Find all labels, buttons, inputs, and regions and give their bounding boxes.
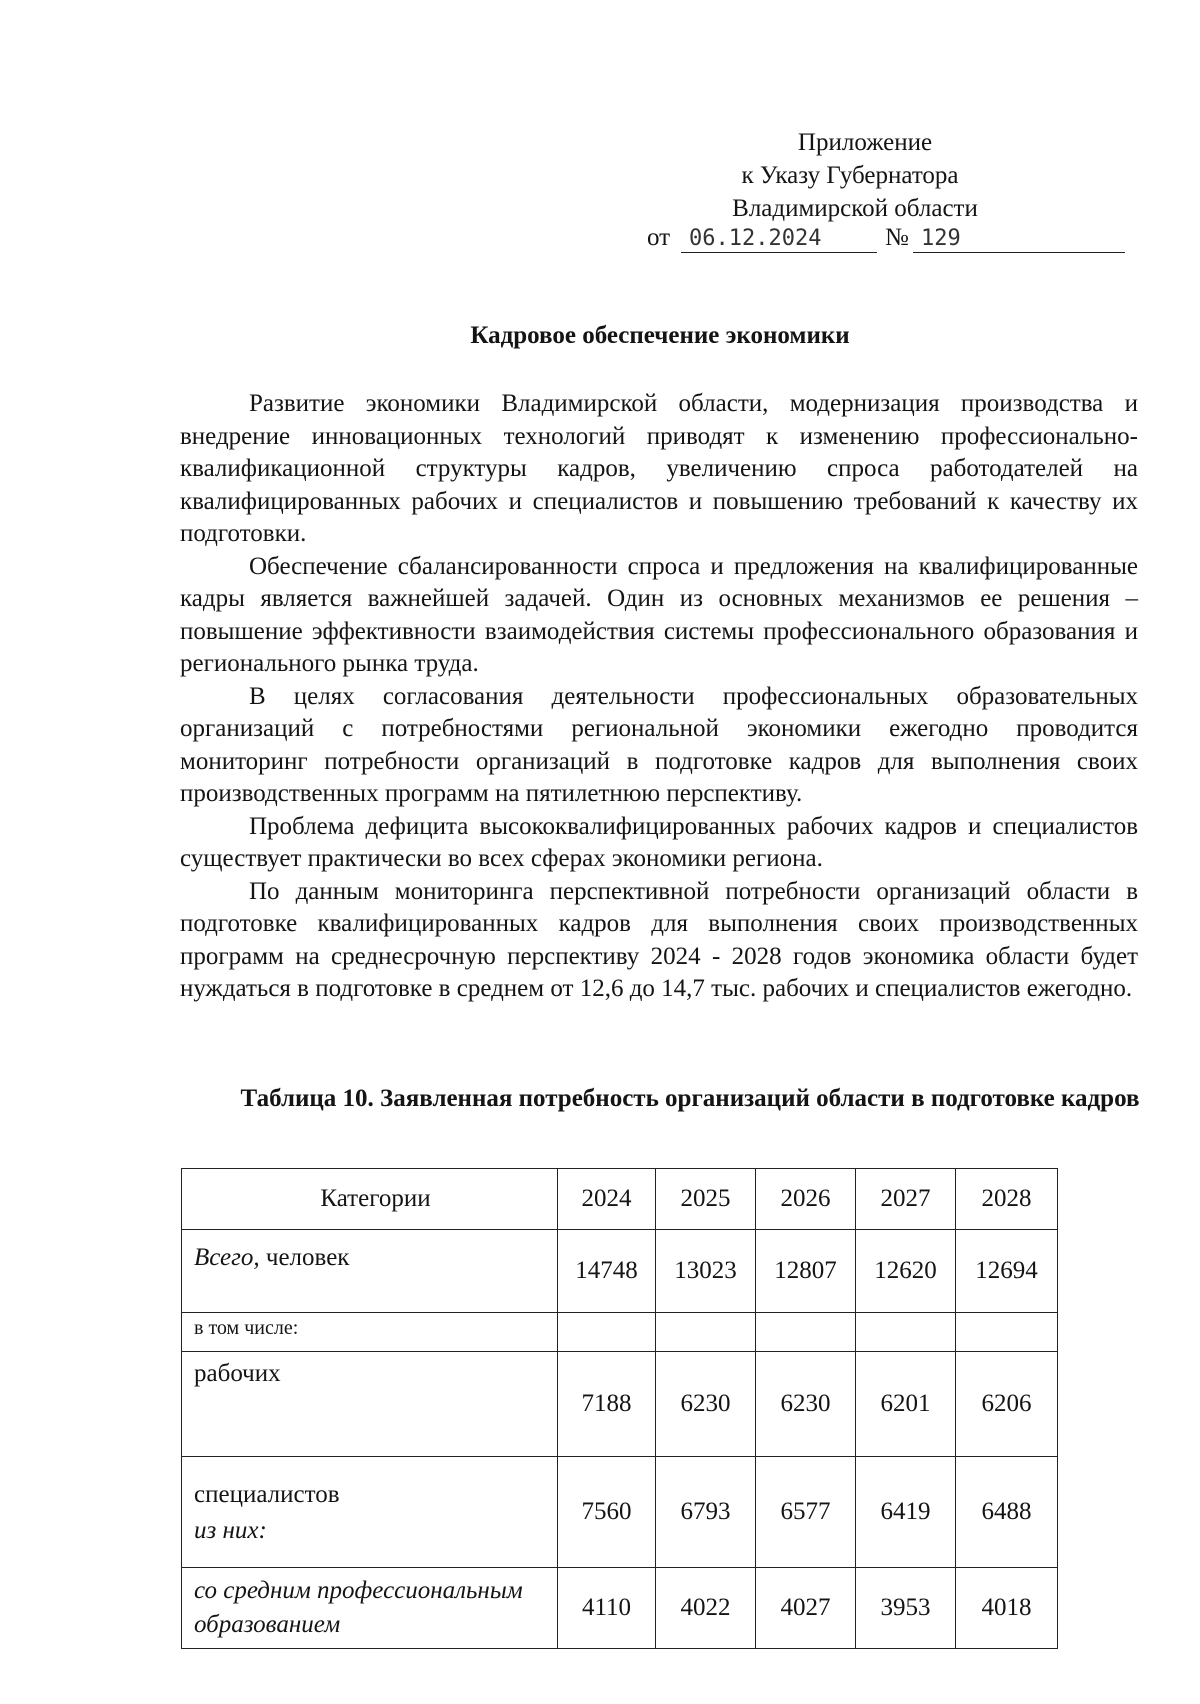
table-cell [756, 1313, 856, 1352]
total-label-italic: Всего, [194, 1244, 260, 1271]
table-cell [956, 1313, 1058, 1352]
paragraph: Проблема дефицита высококвалифицированных рабочих кадров и специалистов существует практически во всех сферах экономики региона. [180, 812, 1138, 872]
table-cell: 4110 [558, 1568, 656, 1649]
document-title: Кадровое обеспечение экономики [470, 322, 850, 349]
table-row-workers [182, 1352, 1058, 1457]
table-cell [856, 1313, 956, 1352]
row-label [182, 1568, 558, 1649]
spo-label-line1: со средним профессиональным [194, 1577, 523, 1604]
paragraph: По данным мониторинга перспективной потребности организаций области в подготовке квалифицированных кадров для выполнения своих производственных программ на среднесрочную перспективу 2024 - 2028 годов экономика области будет нуждаться в подготовке в среднем от 12,6 до 14,7 тыс. рабочих и специалистов ежегодно. [180, 877, 1138, 1002]
table-cell: 6230 [756, 1352, 856, 1457]
header-cell: 2028 [956, 1169, 1058, 1230]
total-label-rest: человек [259, 1244, 350, 1271]
table-cell: 12620 [856, 1230, 956, 1313]
row-label [182, 1230, 558, 1313]
header-cell: Категории [182, 1169, 558, 1230]
appendix-title: Приложение [797, 129, 933, 156]
date-value: 06.12.2024 [689, 226, 822, 251]
header-cell: 2026 [756, 1169, 856, 1230]
specialists-sublabel: из них: [194, 1517, 267, 1544]
header-cell: 2025 [656, 1169, 756, 1230]
table-cell: 6488 [956, 1457, 1058, 1568]
table-cell: 13023 [656, 1230, 756, 1313]
number-label: № [885, 224, 909, 251]
appendix-decree: к Указу Губернатора [741, 162, 959, 189]
table-cell: 6206 [956, 1352, 1058, 1457]
number-value: 129 [921, 226, 961, 251]
table-cell: 4027 [756, 1568, 856, 1649]
specialists-label: специалистов [194, 1481, 340, 1508]
date-label: от [647, 224, 671, 251]
table-cell: 4022 [656, 1568, 756, 1649]
table-cell: 6230 [656, 1352, 756, 1457]
table-cell: 3953 [856, 1568, 956, 1649]
table-cell: 4018 [956, 1568, 1058, 1649]
table-cell: 6201 [856, 1352, 956, 1457]
number-underline [913, 252, 1125, 253]
table-cell: 6577 [756, 1457, 856, 1568]
table-cell: 6419 [856, 1457, 956, 1568]
table-row-spo [182, 1568, 1058, 1649]
header-cell: 2024 [558, 1169, 656, 1230]
table-cell: 7188 [558, 1352, 656, 1457]
table-row-specialists [182, 1457, 1058, 1568]
spo-label-line2: образованием [194, 1611, 341, 1638]
table-cell: 12694 [956, 1230, 1058, 1313]
table-header-row [182, 1169, 1058, 1230]
table-cell [656, 1313, 756, 1352]
table-cell: 12807 [756, 1230, 856, 1313]
decree-reference [647, 224, 1127, 260]
appendix-header [560, 126, 1130, 225]
table-cell [558, 1313, 656, 1352]
row-label [182, 1457, 558, 1568]
paragraph: В целях согласования деятельности профессиональных образовательных организаций с потребностями региональной экономики ежегодно проводится мониторинг потребности организаций в подготовке кадров для выполнения своих производственных программ на пятилетнюю перспективу. [180, 682, 1138, 807]
table-row-total [182, 1230, 1058, 1313]
table-cell: 14748 [558, 1230, 656, 1313]
demand-table [181, 1168, 1058, 1649]
appendix-region: Владимирской области [732, 195, 978, 222]
date-underline [681, 252, 877, 253]
paragraph: Обеспечение сбалансированности спроса и предложения на квалифицированные кадры является важнейшей задачей. Один из основных механизмов ее решения – повышение эффективности взаимодействия системы профессионального образования и регионального рынка труда. [180, 552, 1138, 677]
table-cell: 6793 [656, 1457, 756, 1568]
body-text [180, 388, 1138, 1006]
header-cell: 2027 [856, 1169, 956, 1230]
paragraph: Развитие экономики Владимирской области, модернизация производства и внедрение инновационных технологий приводят к изменению профессионально-квалификационной структуры кадров, увеличению спроса работодателей на квалифицированных рабочих и специалистов и повышению требований к качеству их подготовки. [180, 390, 1138, 547]
table-cell: 7560 [558, 1457, 656, 1568]
table-row-including [182, 1313, 1058, 1352]
table-caption: Таблица 10. Заявленная потребность организаций области в подготовке кадров [240, 1085, 1140, 1112]
row-label: рабочих [182, 1352, 558, 1457]
row-label: в том числе: [182, 1313, 558, 1352]
